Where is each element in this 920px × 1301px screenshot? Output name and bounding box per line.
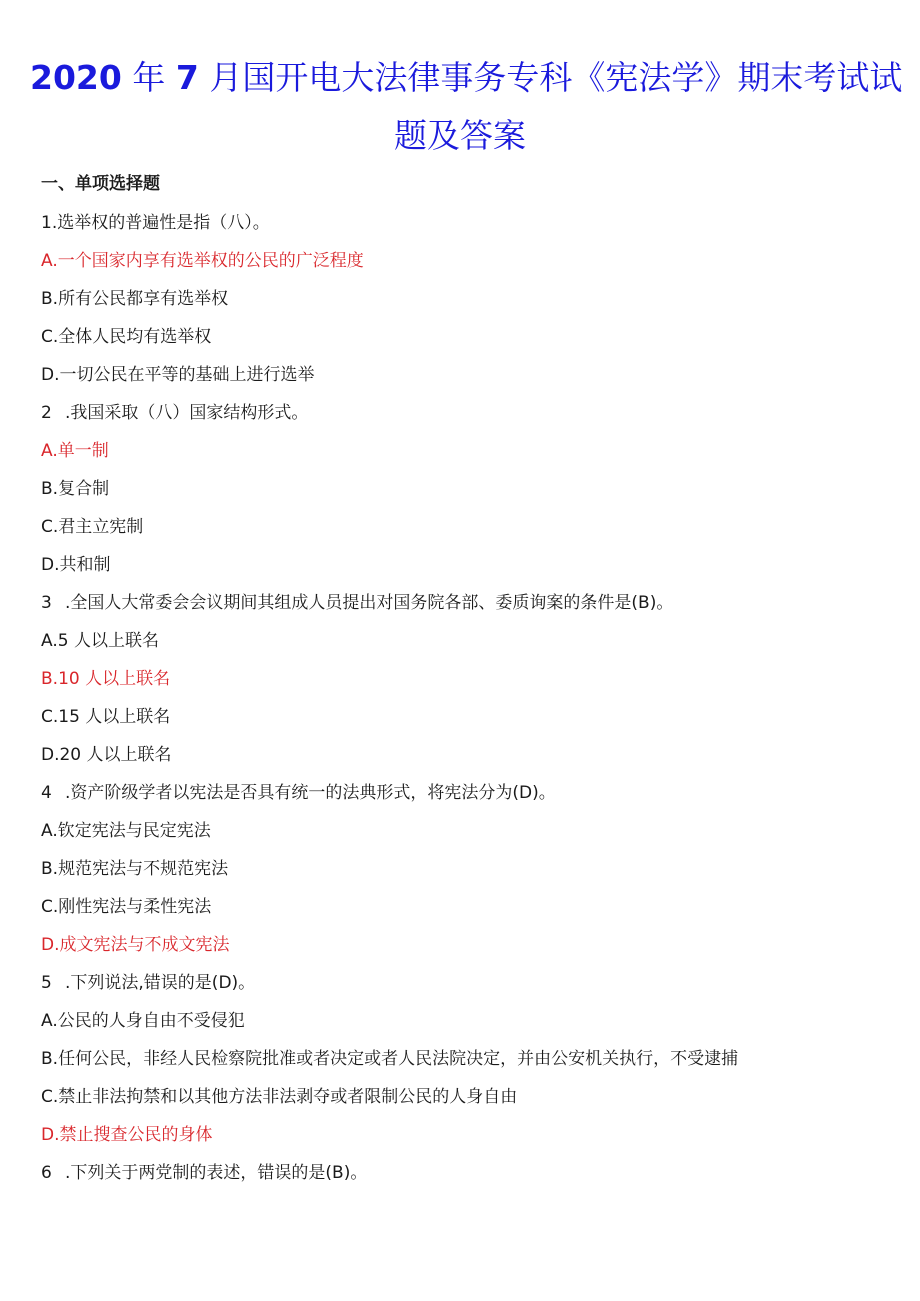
question-line xyxy=(41,401,308,425)
line-text: A.钦定宪法与民定宪法 xyxy=(41,821,211,841)
line-text: C.禁止非法拘禁和以其他方法非法剥夺或者限制公民的人身自由 xyxy=(41,1087,518,1107)
line-text: .我国采取（八）国家结构形式。 xyxy=(65,403,309,423)
answer-option-line xyxy=(41,667,170,691)
line-text: D.成文宪法与不成文宪法 xyxy=(41,935,230,955)
line-text: C.刚性宪法与柔性宪法 xyxy=(41,897,212,917)
answer-option-line xyxy=(41,439,109,463)
question-line xyxy=(41,591,673,615)
line-text: .全国人大常委会会议期间其组成人员提出对国务院各部、委质询案的条件是(B)。 xyxy=(65,593,674,613)
line-text: D.禁止搜查公民的身体 xyxy=(41,1125,213,1145)
line-text: 1.选举权的普遍性是指（八）。 xyxy=(41,213,270,233)
line-text: A.单一制 xyxy=(41,441,109,461)
line-text: A.公民的人身自由不受侵犯 xyxy=(41,1011,245,1031)
line-text: A.一个国家内享有选举权的公民的广泛程度 xyxy=(41,251,364,271)
question-number: 2 xyxy=(41,403,52,423)
document-title-line1 xyxy=(30,58,903,98)
question-line xyxy=(41,819,211,843)
question-line xyxy=(41,1047,738,1071)
answer-option-line xyxy=(41,1123,213,1147)
line-text: .下列关于两党制的表述，错误的是(B)。 xyxy=(65,1163,368,1183)
title-month: 7 xyxy=(175,58,199,97)
line-text: D.共和制 xyxy=(41,555,111,575)
line-text: A.5 人以上联名 xyxy=(41,631,159,651)
question-line xyxy=(41,287,228,311)
question-line xyxy=(41,629,159,653)
question-line xyxy=(41,325,211,349)
question-number: 5 xyxy=(41,973,52,993)
line-text: .资产阶级学者以宪法是否具有统一的法典形式，将宪法分为(D)。 xyxy=(65,783,556,803)
line-text: B.复合制 xyxy=(41,479,110,499)
document-title-line2: 题及答案 xyxy=(394,116,526,155)
question-line xyxy=(41,515,143,539)
question-line xyxy=(41,781,556,805)
question-line xyxy=(41,705,170,729)
question-line xyxy=(41,857,228,881)
section-heading: 一、单项选择题 xyxy=(41,174,160,194)
question-line xyxy=(41,477,109,501)
question-number: 4 xyxy=(41,783,52,803)
line-text: .下列说法,错误的是(D)。 xyxy=(65,973,256,993)
line-text: D.一切公民在平等的基础上进行选举 xyxy=(41,365,315,385)
line-text: B.10 人以上联名 xyxy=(41,669,171,689)
answer-option-line xyxy=(41,249,364,273)
line-text: B.规范宪法与不规范宪法 xyxy=(41,859,229,879)
question-line xyxy=(41,211,270,235)
question-number: 3 xyxy=(41,593,52,613)
question-line xyxy=(41,553,111,577)
line-text: B.任何公民，非经人民检察院批准或者决定或者人民法院决定，并由公安机关执行，不受逮捕 xyxy=(41,1049,739,1069)
question-line xyxy=(41,743,172,767)
line-text: D.20 人以上联名 xyxy=(41,745,172,765)
line-text: B.所有公民都享有选举权 xyxy=(41,289,229,309)
question-line xyxy=(41,1161,367,1185)
question-line xyxy=(41,971,255,995)
line-text: C.全体人民均有选举权 xyxy=(41,327,212,347)
question-line xyxy=(41,1085,517,1109)
line-text: C.君主立宪制 xyxy=(41,517,144,537)
title-rest: 月国开电大法律事务专科《宪法学》期末考试试 xyxy=(209,58,903,97)
line-text: C.15 人以上联名 xyxy=(41,707,171,727)
title-year-unit: 年 xyxy=(132,58,166,97)
question-line xyxy=(41,363,315,387)
question-line xyxy=(41,1009,245,1033)
title-year: 2020 xyxy=(30,58,122,97)
answer-option-line xyxy=(41,933,230,957)
question-line xyxy=(41,895,211,919)
question-number: 6 xyxy=(41,1163,52,1183)
